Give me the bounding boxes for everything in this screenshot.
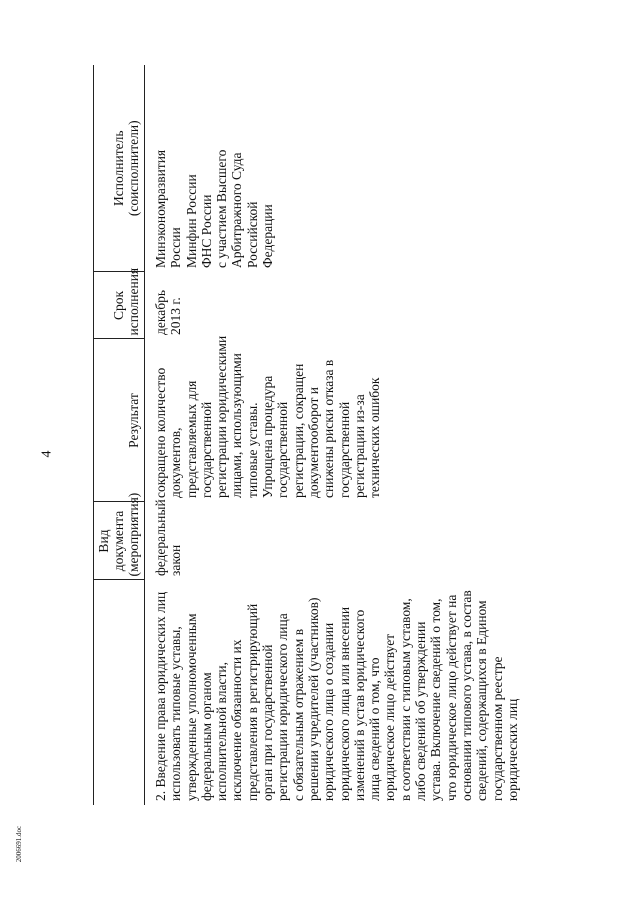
cell-line: документов, <box>168 427 184 498</box>
cell-line: лица сведений о том, что <box>367 657 383 801</box>
cell-line: России <box>168 227 184 268</box>
cell-line: закон <box>168 544 184 576</box>
cell-line: Упрощена процедура <box>260 375 276 498</box>
cell-line: федеральный <box>153 499 168 576</box>
cell-line: государственном реестре <box>489 656 505 801</box>
header-document-type <box>94 492 145 580</box>
table-row <box>145 65 521 805</box>
cell-line: использовать типовые уставы, <box>168 626 184 801</box>
cell-result <box>145 335 521 502</box>
cell-line: представляемых для <box>183 380 199 498</box>
cell-line: изменений в устав юридического <box>351 609 367 801</box>
header-line: Исполнитель <box>111 130 126 207</box>
cell-line: 2013 г. <box>168 297 184 335</box>
rotated-page-content <box>93 65 538 805</box>
cell-line: регистрации юридическими <box>214 335 230 498</box>
cell-line: регистрации из-за <box>351 394 367 498</box>
cell-deadline <box>145 272 521 339</box>
cell-line: декабрь <box>153 290 168 335</box>
cell-line: сведений, содержащихся в Едином <box>474 600 490 801</box>
cell-line: юридическое лицо действует <box>382 633 398 801</box>
cell-executor <box>145 65 521 272</box>
cell-line: технических ошибок <box>367 377 383 498</box>
table-header-row <box>94 65 145 805</box>
cell-line: регистрации, сокращен <box>290 363 306 498</box>
cell-line: решении учредителей (участников) <box>305 597 321 801</box>
cell-line: орган при государственной <box>260 644 276 801</box>
cell-line: с участием Высшего <box>214 149 230 268</box>
cell-line: с обязательным отражением в <box>290 628 306 801</box>
cell-line: либо сведений об утверждении <box>413 621 429 801</box>
cell-line: сокращено количество <box>153 367 168 498</box>
cell-line: государственной <box>198 401 214 498</box>
document-code: 2006691.doc <box>15 825 23 863</box>
cell-line: Минэкономразвития <box>153 149 168 268</box>
cell-line: что юридическое лицо действует на <box>443 594 459 801</box>
cell-line: федеральным органом <box>198 672 214 801</box>
cell-line: исполнительной власти, <box>214 662 230 801</box>
header-executor <box>94 65 145 272</box>
cell-line: типовые уставы. <box>244 402 260 498</box>
cell-line: исключение обязанности их <box>229 639 245 801</box>
cell-line: устава. Включение сведений о том, <box>428 598 444 801</box>
cell-measure <box>145 580 521 805</box>
cell-line: государственной <box>275 401 291 498</box>
cell-line: ФНС России <box>198 194 214 268</box>
cell-line: в соответствии с типовым уставом, <box>397 598 413 801</box>
header-line: (соисполнители) <box>126 120 141 217</box>
cell-line: юридического лица о создании <box>321 622 337 801</box>
header-line: Результат <box>126 393 141 448</box>
header-deadline <box>94 267 145 339</box>
cell-line: основании типового устава, в состав <box>458 590 474 801</box>
header-measure <box>94 580 145 805</box>
cell-line: Минфин России <box>183 174 199 268</box>
header-line: Срок <box>111 290 126 321</box>
cell-document-type <box>145 499 521 580</box>
cell-line: государственной <box>336 401 352 498</box>
cell-line: юридического лица или внесении <box>336 606 352 801</box>
cell-line: утвержденные уполномоченным <box>183 613 199 801</box>
cell-line: Российской <box>244 201 260 268</box>
cell-line: юридических лиц <box>504 698 520 801</box>
measures-table <box>93 65 520 805</box>
cell-line: 2. Введение права юридических лиц <box>153 591 168 801</box>
page-number: 4 <box>39 450 55 458</box>
cell-line: представления в регистрирующий <box>244 603 260 801</box>
header-line: (мероприятия) <box>126 492 141 577</box>
cell-line: Федерации <box>260 204 276 268</box>
cell-line: документооборот и <box>305 387 321 498</box>
cell-line: лицами, использующими <box>229 353 245 498</box>
cell-line: Арбитражного Суда <box>229 152 245 268</box>
cell-line: регистрации юридического лица <box>275 613 291 801</box>
cell-line: снижены риски отказа в <box>321 359 337 498</box>
header-line: исполнения <box>126 267 141 336</box>
header-line: Вид документа <box>96 510 126 572</box>
header-result <box>94 339 145 502</box>
